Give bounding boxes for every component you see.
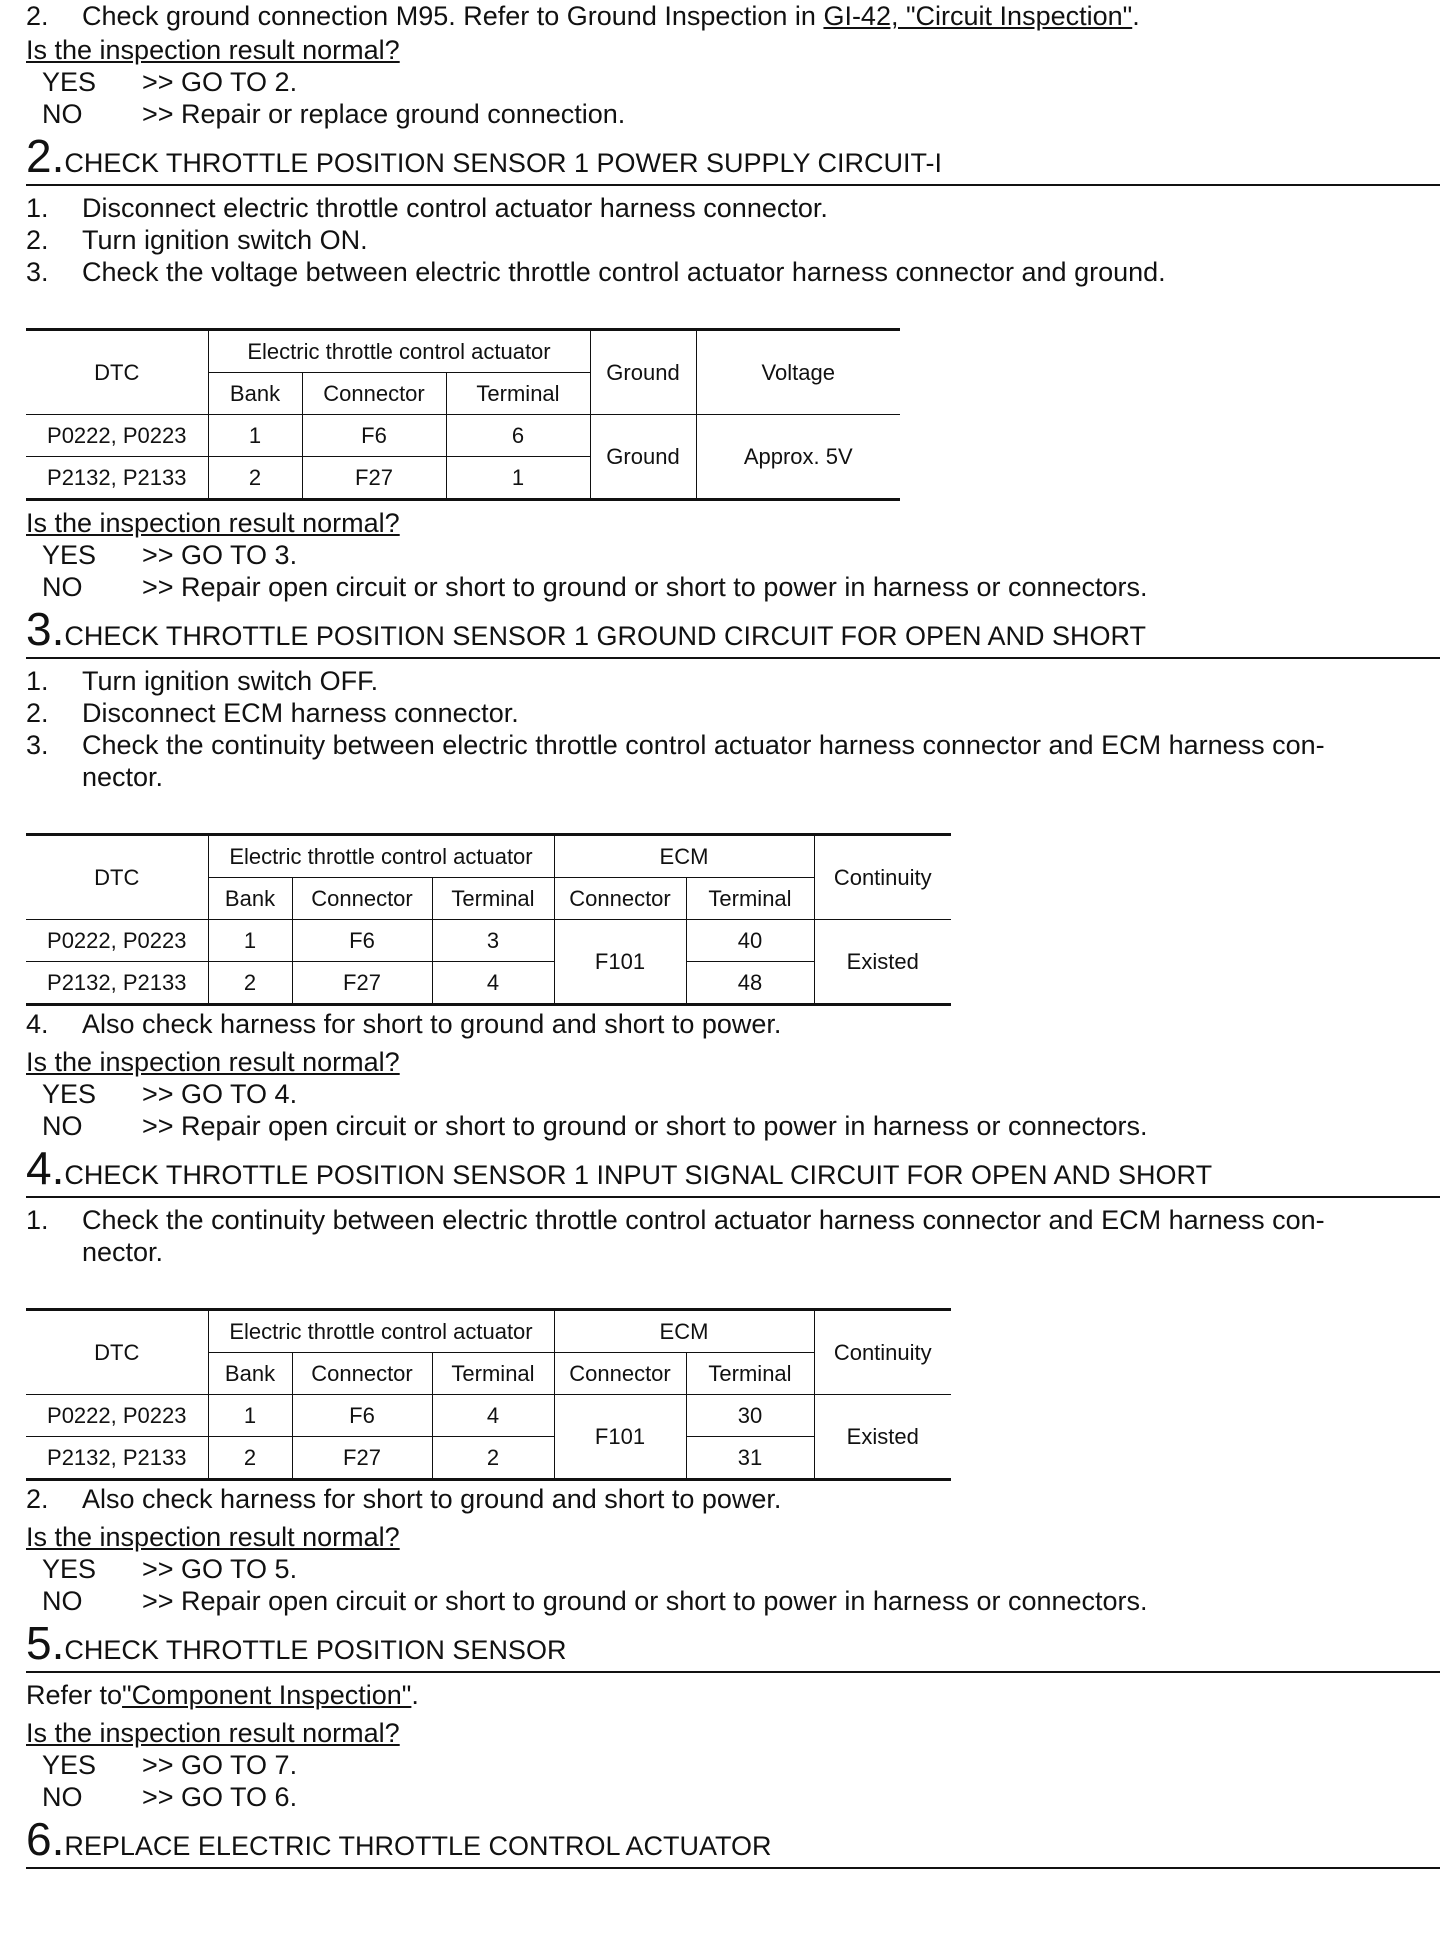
no-answer: NO >> Repair open circuit or short to ground or short to power in harness or connectors.	[42, 1586, 1148, 1616]
voltage-value: Approx. 5V	[696, 415, 900, 500]
list-item: 3. Check the continuity between electric throttle control actuator harness connector and ECM harness con- nector.	[26, 730, 1325, 792]
inspection-question: Is the inspection result normal?	[26, 1522, 400, 1552]
table-row: P0222, P0223 1 F6 3 F101 40 Existed	[26, 920, 951, 962]
step-number: 3.	[26, 603, 65, 655]
manual-page	[26, 0, 1440, 1875]
component-inspection-link[interactable]: "Component Inspection"	[122, 1680, 412, 1710]
step-number: 5.	[26, 1617, 65, 1669]
inspection-question: Is the inspection result normal?	[26, 1047, 400, 1077]
step-4-heading	[26, 1144, 1440, 1198]
ecm-connector-value: F101	[554, 1395, 686, 1480]
step-title: CHECK THROTTLE POSITION SENSOR 1 POWER SUPPLY CIRCUIT-I	[64, 148, 943, 178]
continuity-spec-table	[26, 1308, 951, 1481]
header-voltage: Voltage	[696, 330, 900, 415]
table-row: P2132, P2133 2 F27 2 31	[26, 1437, 951, 1480]
ecm-connector-value: F101	[554, 920, 686, 1005]
step-title: CHECK THROTTLE POSITION SENSOR 1 INPUT SIGNAL CIRCUIT FOR OPEN AND SHORT	[64, 1160, 1213, 1190]
yes-answer: YES >> GO TO 2.	[42, 67, 298, 97]
list-item: 2. Turn ignition switch ON.	[26, 225, 368, 255]
ground-value: Ground	[590, 415, 696, 500]
step-number: 2.	[26, 130, 65, 182]
header-actuator: Electric throttle control actuator	[208, 1310, 554, 1353]
header-connector: Connector	[292, 1353, 432, 1395]
no-answer: NO >> Repair open circuit or short to ground or short to power in harness or connectors.	[42, 572, 1148, 602]
header-terminal: Terminal	[432, 878, 554, 920]
header-actuator: Electric throttle control actuator	[208, 330, 590, 373]
step-3-heading	[26, 605, 1440, 659]
step-title: CHECK THROTTLE POSITION SENSOR	[64, 1635, 567, 1665]
list-item: 4. Also check harness for short to ground and short to power.	[26, 1009, 782, 1039]
step1-item-2: 2. Check ground connection M95. Refer to Ground Inspection in GI-42, "Circuit Inspection".	[26, 1, 1140, 31]
list-item: 3. Check the voltage between electric throttle control actuator harness connector and ground.	[26, 257, 1166, 287]
no-answer: NO >> Repair open circuit or short to ground or short to power in harness or connectors.	[42, 1111, 1148, 1141]
table-row: P2132, P2133 2 F27 4 48	[26, 962, 951, 1005]
continuity-spec-table	[26, 833, 951, 1006]
header-bank: Bank	[208, 1353, 292, 1395]
table-row: P0222, P0223 1 F6 6 Ground Approx. 5V	[26, 415, 900, 457]
no-answer: NO >> Repair or replace ground connection.	[42, 99, 626, 129]
header-actuator: Electric throttle control actuator	[208, 835, 554, 878]
inspection-question: Is the inspection result normal?	[26, 35, 400, 65]
header-ecm: ECM	[554, 835, 814, 878]
header-dtc: DTC	[26, 330, 208, 415]
yes-answer: YES >> GO TO 4.	[42, 1079, 298, 1109]
refer-line: Refer to"Component Inspection".	[26, 1680, 419, 1710]
no-answer: NO >> GO TO 6.	[42, 1782, 298, 1812]
continuity-value: Existed	[814, 920, 951, 1005]
yes-answer: YES >> GO TO 7.	[42, 1750, 298, 1780]
step-number: 4.	[26, 1142, 65, 1194]
step-title: CHECK THROTTLE POSITION SENSOR 1 GROUND CIRCUIT FOR OPEN AND SHORT	[64, 621, 1147, 651]
list-item: 2. Disconnect ECM harness connector.	[26, 698, 519, 728]
header-terminal: Terminal	[446, 373, 590, 415]
header-bank: Bank	[208, 373, 302, 415]
header-ecm-connector: Connector	[554, 878, 686, 920]
header-dtc: DTC	[26, 1310, 208, 1395]
table-row: P0222, P0223 1 F6 4 F101 30 Existed	[26, 1395, 951, 1437]
header-ecm: ECM	[554, 1310, 814, 1353]
item-text: Check ground connection M95. Refer to Ground Inspection in	[82, 1, 824, 31]
yes-answer: YES >> GO TO 5.	[42, 1554, 298, 1584]
step-5-heading	[26, 1619, 1440, 1673]
header-continuity: Continuity	[814, 1310, 951, 1395]
header-ecm-terminal: Terminal	[686, 878, 814, 920]
inspection-question: Is the inspection result normal?	[26, 508, 400, 538]
step-title: REPLACE ELECTRIC THROTTLE CONTROL ACTUATOR	[64, 1831, 772, 1861]
gi42-link[interactable]: GI-42, "Circuit Inspection"	[823, 1, 1133, 31]
header-connector: Connector	[302, 373, 446, 415]
header-bank: Bank	[208, 878, 292, 920]
list-item: 1. Disconnect electric throttle control actuator harness connector.	[26, 193, 828, 223]
header-continuity: Continuity	[814, 835, 951, 920]
header-ground: Ground	[590, 330, 696, 415]
step-2-heading	[26, 132, 1440, 186]
continuity-value: Existed	[814, 1395, 951, 1480]
list-item: 1. Turn ignition switch OFF.	[26, 666, 379, 696]
list-item: 2. Also check harness for short to ground and short to power.	[26, 1484, 782, 1514]
header-ecm-terminal: Terminal	[686, 1353, 814, 1395]
table-row: P2132, P2133 2 F27 1	[26, 457, 900, 500]
header-dtc: DTC	[26, 835, 208, 920]
header-connector: Connector	[292, 878, 432, 920]
list-item: 1. Check the continuity between electric throttle control actuator harness connector and ECM harness con- nector.	[26, 1205, 1325, 1267]
header-ecm-connector: Connector	[554, 1353, 686, 1395]
item-number: 2.	[26, 1, 49, 31]
step-number: 6.	[26, 1813, 65, 1865]
voltage-spec-table	[26, 328, 900, 501]
inspection-question: Is the inspection result normal?	[26, 1718, 400, 1748]
step-6-heading	[26, 1815, 1440, 1869]
header-terminal: Terminal	[432, 1353, 554, 1395]
yes-answer: YES >> GO TO 3.	[42, 540, 298, 570]
